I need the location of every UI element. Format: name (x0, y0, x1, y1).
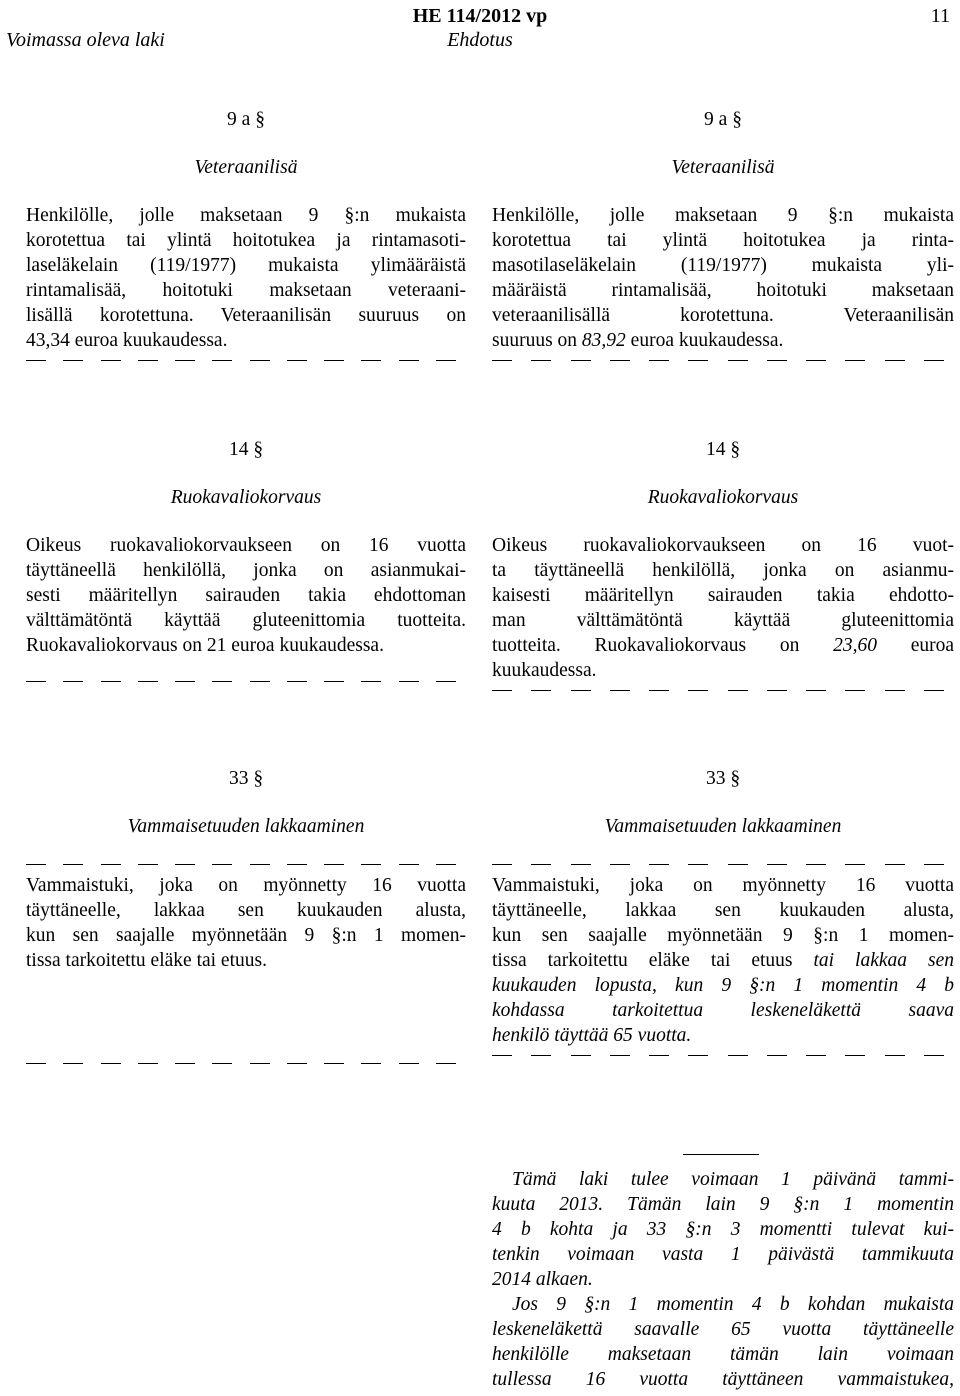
dash-mark (571, 690, 591, 691)
paragraph (26, 203, 466, 353)
dash-mark (250, 1063, 270, 1064)
dash-mark (101, 681, 121, 682)
omission-dashes (492, 857, 944, 871)
dash-mark (175, 681, 195, 682)
dash-mark (924, 1055, 944, 1056)
dash-mark (688, 1055, 708, 1056)
dash-mark (361, 681, 381, 682)
section-number: 14 § (705, 439, 741, 460)
text-line: tissa tarkoitettu eläke tai etuus. (26, 950, 267, 971)
dash-mark (175, 1063, 195, 1064)
entry-into-force-text (492, 1167, 954, 1392)
text-line: määräistä rintamalisää, hoitotuki maksetaan (492, 280, 954, 301)
text-line: Jos 9 §:n 1 momentin 4 b kohdan mukaista (512, 1294, 954, 1315)
dash-mark (924, 864, 944, 865)
dash-mark (571, 360, 591, 361)
dash-mark (212, 1063, 232, 1064)
text-line: suuruus on 83,92 euroa kuukaudessa. (492, 330, 784, 351)
omission-dashes (492, 1048, 944, 1062)
text-line: kun sen saajalle myönnetään 9 §:n 1 momen- (26, 925, 466, 946)
dash-mark (728, 360, 748, 361)
dash-mark (531, 690, 551, 691)
dash-mark (324, 360, 344, 361)
omission-dashes (26, 674, 456, 688)
dash-mark (492, 690, 512, 691)
text-line: kuukauden lopusta, kun 9 §:n 1 momentin 4 b (492, 975, 954, 996)
dash-mark (436, 1063, 456, 1064)
proposal-label: Ehdotus (447, 29, 513, 51)
dash-mark (492, 1055, 512, 1056)
section-title: Vammaisetuuden lakkaaminen (127, 816, 365, 837)
dash-mark (806, 360, 826, 361)
text-line: henkilö täyttää 65 vuotta. (492, 1025, 692, 1046)
dash-mark (361, 360, 381, 361)
dash-mark (212, 681, 232, 682)
dash-mark (885, 360, 905, 361)
dash-mark (399, 681, 419, 682)
dash-mark (571, 864, 591, 865)
dash-mark (649, 360, 669, 361)
dash-mark (688, 864, 708, 865)
dash-mark (436, 864, 456, 865)
text-line: Ruokavaliokorvaus on 21 euroa kuukaudessa. (26, 635, 384, 656)
section-number: 33 § (228, 768, 264, 789)
dash-mark (138, 681, 158, 682)
section-14-proposal (492, 437, 954, 697)
text-line: korotettua tai ylintä hoitotukea ja rintamasoti- (26, 230, 466, 251)
dash-mark (26, 864, 46, 865)
dash-mark (885, 864, 905, 865)
document-id: HE 114/2012 vp (412, 5, 548, 27)
text-line: man välttämätöntä käyttää gluteenittomia (492, 610, 954, 631)
dash-mark (101, 1063, 121, 1064)
dash-mark (63, 1063, 83, 1064)
dash-mark (287, 360, 307, 361)
dash-mark (399, 864, 419, 865)
text-line: Oikeus ruokavaliokorvaukseen on 16 vuot- (492, 535, 954, 556)
dash-mark (212, 360, 232, 361)
dash-mark (26, 681, 46, 682)
dash-mark (361, 864, 381, 865)
dash-mark (845, 864, 865, 865)
dash-mark (63, 681, 83, 682)
dash-mark (531, 360, 551, 361)
dash-mark (885, 1055, 905, 1056)
text-line: leskeneläkettä saavalle 65 vuotta täyttäneelle (492, 1319, 954, 1340)
dash-mark (324, 1063, 344, 1064)
dash-mark (101, 864, 121, 865)
dash-mark (399, 360, 419, 361)
text-line: täyttäneelle, lakkaa sen kuukauden alusta, (492, 900, 954, 921)
dash-mark (26, 360, 46, 361)
dash-mark (324, 864, 344, 865)
paragraph (26, 533, 466, 658)
text-line: ta täyttäneellä henkilöllä, jonka on asianmu- (492, 560, 954, 581)
dash-mark (26, 1063, 46, 1064)
dash-mark (610, 690, 630, 691)
dash-mark (845, 690, 865, 691)
dash-mark (250, 360, 270, 361)
text-line: 4 b kohta ja 33 §:n 3 momentti tulevat kui- (492, 1219, 954, 1240)
paragraph (492, 873, 954, 1048)
omission-dashes (26, 857, 456, 871)
section-number: 14 § (228, 439, 264, 460)
dash-mark (287, 681, 307, 682)
dash-mark (610, 1055, 630, 1056)
dash-mark (806, 690, 826, 691)
dash-mark (845, 360, 865, 361)
section-9a-proposal (492, 107, 954, 367)
dash-mark (728, 1055, 748, 1056)
page-number: 11 (930, 5, 950, 27)
section-number: 9 a § (704, 109, 742, 130)
dash-mark (688, 360, 708, 361)
text-line: henkilölle maksetaan tämän lain voimaan (492, 1344, 954, 1365)
text-line: korotettua tai ylintä hoitotukea ja rinta- (492, 230, 954, 251)
separator-line (683, 1154, 759, 1155)
dash-mark (610, 864, 630, 865)
text-line: lisällä korotettuna. Veteraanilisän suuruus on (26, 305, 466, 326)
dash-mark (138, 864, 158, 865)
dash-mark (806, 1055, 826, 1056)
text-line: kuuta 2013. Tämän lain 9 §:n 1 momentin (492, 1194, 954, 1215)
text-line: täyttäneelle, lakkaa sen kuukauden alusta, (26, 900, 466, 921)
omission-dashes (26, 353, 456, 367)
section-title: Ruokavaliokorvaus (170, 487, 322, 508)
dash-mark (767, 1055, 787, 1056)
dash-mark (175, 864, 195, 865)
section-33-proposal (492, 766, 954, 1062)
section-14-current (26, 437, 466, 688)
text-line: laseläkelain (119/1977) mukaista ylimääräistä (26, 255, 466, 276)
dash-mark (531, 864, 551, 865)
text-line: Henkilölle, jolle maksetaan 9 §:n mukaista (492, 205, 954, 226)
text-line: veteraanilisällä korotettuna. Veteraanilisän (492, 305, 954, 326)
dash-mark (571, 1055, 591, 1056)
dash-mark (806, 864, 826, 865)
dash-mark (610, 360, 630, 361)
text-line: 2014 alkaen. (492, 1269, 593, 1290)
dash-mark (101, 360, 121, 361)
section-33-current (26, 766, 466, 1070)
dash-mark (767, 864, 787, 865)
dash-mark (767, 690, 787, 691)
text-line: tuotteita. Ruokavaliokorvaus on 23,60 euroa (492, 635, 954, 656)
dash-mark (492, 360, 512, 361)
dash-mark (361, 1063, 381, 1064)
paragraph (492, 533, 954, 683)
text-line: kun sen saajalle myönnetään 9 §:n 1 momen- (492, 925, 954, 946)
text-line: 43,34 euroa kuukaudessa. (26, 330, 228, 351)
dash-mark (63, 864, 83, 865)
text-line: tullessa 16 vuotta täyttäneen vammaistukea, (492, 1369, 954, 1390)
dash-mark (250, 864, 270, 865)
text-line: Henkilölle, jolle maksetaan 9 §:n mukaista (26, 205, 466, 226)
section-title: Veteraanilisä (671, 157, 775, 178)
dash-mark (399, 1063, 419, 1064)
dash-mark (924, 690, 944, 691)
dash-mark (924, 360, 944, 361)
dash-mark (436, 360, 456, 361)
dash-mark (767, 360, 787, 361)
text-line: kohdassa tarkoitettua leskeneläkettä saava (492, 1000, 954, 1021)
dash-mark (63, 360, 83, 361)
dash-mark (324, 681, 344, 682)
text-line: kuukaudessa. (492, 660, 597, 681)
text-line: Vammaistuki, joka on myönnetty 16 vuotta (26, 875, 466, 896)
text-line: tenkin voimaan vasta 1 päivästä tammikuuta (492, 1244, 954, 1265)
text-line: Tämä laki tulee voimaan 1 päivänä tammi- (512, 1169, 954, 1190)
text-line: kaisesti määritellyn sairauden takia ehdotto- (492, 585, 954, 606)
current-law-label: Voimassa oleva laki (6, 29, 165, 51)
section-title: Vammaisetuuden lakkaaminen (604, 816, 842, 837)
section-number: 33 § (705, 768, 741, 789)
dash-mark (728, 690, 748, 691)
paragraph (492, 203, 954, 353)
dash-mark (728, 864, 748, 865)
text-line: Vammaistuki, joka on myönnetty 16 vuotta (492, 875, 954, 896)
dash-mark (492, 864, 512, 865)
omission-dashes (492, 353, 944, 367)
text-line: välttämätöntä käyttää gluteenittomia tuotteita. (26, 610, 466, 631)
dash-mark (287, 864, 307, 865)
dash-mark (649, 690, 669, 691)
dash-mark (287, 1063, 307, 1064)
dash-mark (885, 690, 905, 691)
omission-dashes (26, 1056, 456, 1070)
dash-mark (250, 681, 270, 682)
dash-mark (175, 360, 195, 361)
text-line: sesti määritellyn sairauden takia ehdottoman (26, 585, 466, 606)
paragraph (26, 873, 466, 973)
dash-mark (649, 864, 669, 865)
text-line: masotilaseläkelain (119/1977) mukaista yli- (492, 255, 954, 276)
dash-mark (436, 681, 456, 682)
dash-mark (845, 1055, 865, 1056)
section-title: Ruokavaliokorvaus (647, 487, 799, 508)
text-line: Oikeus ruokavaliokorvaukseen on 16 vuotta (26, 535, 466, 556)
section-9a-current (26, 107, 466, 367)
page-header (0, 0, 960, 60)
text-line: tissa tarkoitettu eläke tai etuus tai lakkaa sen (492, 950, 954, 971)
dash-mark (138, 1063, 158, 1064)
section-number: 9 a § (227, 109, 265, 130)
dash-mark (212, 864, 232, 865)
dash-mark (138, 360, 158, 361)
text-line: täyttäneellä henkilöllä, jonka on asianmukai- (26, 560, 466, 581)
dash-mark (531, 1055, 551, 1056)
omission-dashes (492, 683, 944, 697)
dash-mark (688, 690, 708, 691)
dash-mark (649, 1055, 669, 1056)
section-title: Veteraanilisä (194, 157, 298, 178)
text-line: rintamalisää, hoitotuki maksetaan veteraani- (26, 280, 466, 301)
